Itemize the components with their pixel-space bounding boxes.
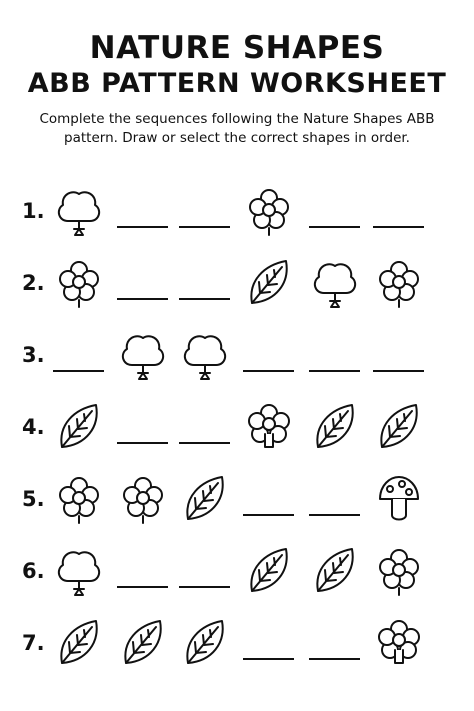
- row-number: 6.: [22, 559, 45, 583]
- answer-blank[interactable]: [114, 177, 172, 247]
- tree-icon: [306, 249, 364, 319]
- leaf-icon: [240, 537, 298, 607]
- worksheet-subtitle: ABB PATTERN WORKSHEET: [27, 68, 447, 99]
- row-number: 3.: [22, 343, 45, 367]
- row-number: 5.: [22, 487, 45, 511]
- answer-blank[interactable]: [306, 321, 364, 391]
- flower-icon: [50, 465, 108, 535]
- answer-blank[interactable]: [114, 393, 172, 463]
- pattern-row-4: [0, 393, 474, 463]
- answer-blank[interactable]: [50, 321, 108, 391]
- blank-line: [179, 442, 230, 444]
- leaf-icon: [50, 609, 108, 679]
- flower-icon: [50, 249, 108, 319]
- answer-blank[interactable]: [370, 321, 428, 391]
- pattern-row-1: [0, 177, 474, 247]
- pattern-row-7: [0, 609, 474, 679]
- blank-line: [309, 370, 360, 372]
- answer-blank[interactable]: [240, 321, 298, 391]
- blank-line: [179, 298, 230, 300]
- answer-blank[interactable]: [176, 177, 234, 247]
- tree-icon: [114, 321, 172, 391]
- blank-line: [117, 226, 168, 228]
- pattern-row-3: [0, 321, 474, 391]
- worksheet-title: NATURE SHAPES: [89, 30, 385, 66]
- tree-icon: [50, 177, 108, 247]
- row-number: 7.: [22, 631, 45, 655]
- leaf-icon: [306, 537, 364, 607]
- tree-icon: [50, 537, 108, 607]
- blank-line: [117, 442, 168, 444]
- pattern-row-5: [0, 465, 474, 535]
- blank-line: [373, 370, 424, 372]
- blank-line: [373, 226, 424, 228]
- instructions-text: Complete the sequences following the Nature Shapes ABB pattern. Draw or select the correct shapes in order.: [39, 111, 435, 146]
- mushroom-flower-icon: [240, 393, 298, 463]
- pattern-row-2: [0, 249, 474, 319]
- leaf-icon: [176, 465, 234, 535]
- blank-line: [179, 586, 230, 588]
- blank-line: [117, 298, 168, 300]
- tree-icon: [176, 321, 234, 391]
- mushroom-icon: [370, 465, 428, 535]
- answer-blank[interactable]: [176, 249, 234, 319]
- mushroom-flower-icon: [370, 609, 428, 679]
- answer-blank[interactable]: [240, 465, 298, 535]
- row-number: 2.: [22, 271, 45, 295]
- blank-line: [309, 658, 360, 660]
- flower-icon: [240, 177, 298, 247]
- answer-blank[interactable]: [176, 537, 234, 607]
- leaf-icon: [176, 609, 234, 679]
- answer-blank[interactable]: [370, 177, 428, 247]
- blank-line: [309, 226, 360, 228]
- pattern-row-6: [0, 537, 474, 607]
- blank-line: [117, 586, 168, 588]
- blank-line: [179, 226, 230, 228]
- answer-blank[interactable]: [306, 177, 364, 247]
- answer-blank[interactable]: [306, 465, 364, 535]
- flower-icon: [370, 537, 428, 607]
- row-number: 4.: [22, 415, 45, 439]
- blank-line: [243, 658, 294, 660]
- flower-icon: [114, 465, 172, 535]
- blank-line: [309, 514, 360, 516]
- leaf-icon: [240, 249, 298, 319]
- answer-blank[interactable]: [176, 393, 234, 463]
- answer-blank[interactable]: [240, 609, 298, 679]
- blank-line: [53, 370, 104, 372]
- leaf-icon: [370, 393, 428, 463]
- answer-blank[interactable]: [114, 537, 172, 607]
- answer-blank[interactable]: [114, 249, 172, 319]
- blank-line: [243, 514, 294, 516]
- blank-line: [243, 370, 294, 372]
- answer-blank[interactable]: [306, 609, 364, 679]
- leaf-icon: [114, 609, 172, 679]
- leaf-icon: [306, 393, 364, 463]
- row-number: 1.: [22, 199, 45, 223]
- leaf-icon: [50, 393, 108, 463]
- flower-icon: [370, 249, 428, 319]
